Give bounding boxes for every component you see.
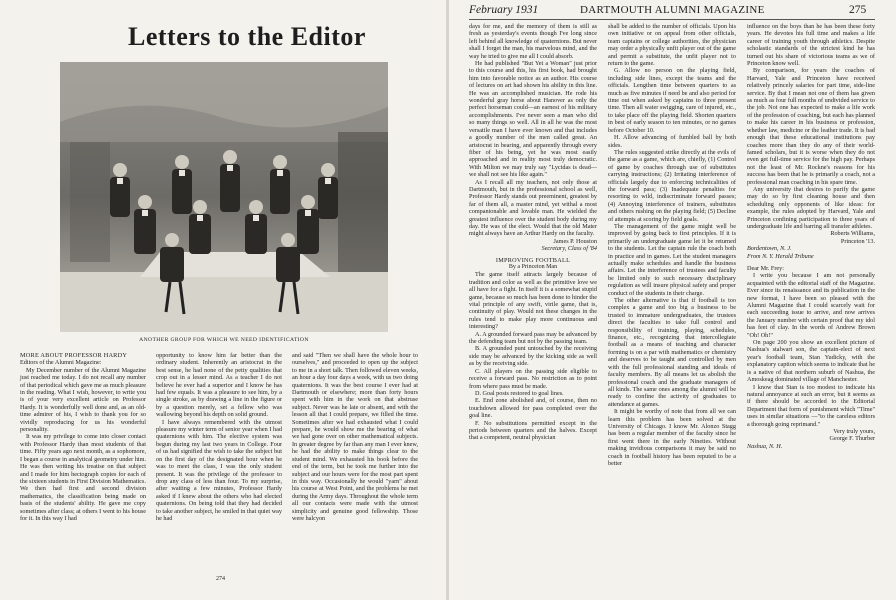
- article-column-5: [608, 23, 736, 467]
- paragraph: By comparison, for years the coaches of Harvard, Yale and Princeton have received relatively princely salaries for part time, side-line service. By that I mean not one of them has given as much as four full months of undivided service to the job. Not one has expected to make a life work of the profession of coaching, but each has planned to make his career in his business or profession, whether law, medicine or the leather trade. It is bad enough that these educational institutions pay coaches more than they do any of their world-famed scholars, but it is worse when they do not even get full-time service for the high pay. Perhaps not the least of Mr. Rockne's reasons for his success has been that he is primarily a coach, not a professional man coaching in his spare time.: [747, 67, 875, 186]
- paragraph: It might be worthy of note that from all we can learn this problem has been solved at the University of Chicago. I know Mr. Alonzo Stagg has been a regular member of the faculty since he first went there in the early Nineties. Without making invidious comparisons it may be said no coach in football history has been reputed to be a better: [608, 408, 736, 467]
- paragraph: B. A grounded punt untouched by the receiving side may be advanced by the kicking side as well as by the receiving side.: [469, 345, 597, 368]
- paragraph: I write you because I am not personally acquainted with the editorial staff of the Magazine. Ever since its renaissance and its publication in the new format, I have been so pleased with the Alumni Magazine that I could scarcely wait for each succeeding issue to arrive, and now arrives the January number with certain proof that my idol has feet of clay. In the words of Andrew Brown "Oh! Oh!": [747, 272, 875, 339]
- signature-line: James P. Houston: [553, 237, 597, 245]
- paragraph: G. Allow no person on the playing field, including side lines, except the teams and the officials. Lengthen time between quarters to as much as five minutes if need be and also period for time out when asked by captains to three present time. Then all water swigging, care of injured, etc., to take place off the playing field. Shorten quarters in best of early season to ten minutes, or no games before October 10.: [608, 67, 736, 134]
- signature-line: Secretary, Class of '84: [541, 245, 597, 253]
- photo-caption: ANOTHER GROUP FOR WHICH WE NEED IDENTIFICATION: [139, 337, 309, 343]
- section-heading: MORE ABOUT PROFESSOR HARDY: [20, 352, 128, 359]
- paragraph: A. A grounded forward pass may be advanced by the defending team but not by the passing team.: [469, 330, 597, 346]
- paragraph: He had published "But Yet a Woman" just prior to this course and this, his first book, had brought him into favorable notice as an author. His course of lectures on art had shown his ability in this line. He was an accomplished musician. He rode his wonderful gray horse about Hanover as only the perfect horseman could—an earnest of his military accomplishments. I've never seen a man who did so many things so well. All in all he was the most versatile man I have ever known and that includes a goodly number of the men called great. An aristocrat in bearing, and apparently through every fiber of his being, yet he was most easily approached and in reality most truly democratic. With Milton we may truly say "Lycidas is dead—we shall not see his like again.": [469, 60, 597, 179]
- paragraph: My December number of the Alumni Magazine just reached me today. I do not recall any number of that periodical which gave me as much pleasure in the reading. What I wish, however, to write you is of your very excellent article on Professor Hardy. It is wonderfully well done and, as an old-time admirer of his, I wish to thank you for so vividly reproducing for us his wonderful personality.: [20, 366, 146, 434]
- paragraph: It was my privilege to come into closer contact with Professor Hardy than most students of that time. Fifty years ago next month, as a sophomore, I began a course in analytical geometry under him. He was then writing his treatise on that subject and I made for him hectograph copies for each of the sixteen students in First Division Mathematics. We then had first and second division mathematics, the classification being made on basis of the students' ability. He gave me copy sometimes after class; at others I went to his house for it. In this way I had: [20, 433, 146, 522]
- section-heading: IMPROVING FOOTBALL: [495, 256, 571, 264]
- paragraph: C. All players on the passing side eligible to receive a forward pass. No restriction as to point from where pass must be made.: [469, 367, 597, 390]
- paragraph: By a Princeton Man: [508, 264, 558, 270]
- paragraph: Bordentown, N. J.: [747, 245, 792, 253]
- article-column-1: [20, 352, 146, 522]
- right-page: [449, 0, 896, 600]
- paragraph: Dear Mr. Frey:: [747, 265, 784, 272]
- article-column-3: [292, 352, 418, 522]
- running-title: DARTMOUTH ALUMNI MAGAZINE: [580, 4, 765, 16]
- paragraph: The rules suggested strike directly at the evils of the game as a game, which are, chiefly, (1) Control of game by coaches through use of substitutes carrying instructions; (2) Irritating interference of officials largely due to enforcing technicalities of the forward pass; (3) Inadequate penalties for resorting to wild, indiscriminate forward passes; (4) Annoying interference of trainers, substitutes and others rushing on the playing field; (5) Decline of attempts at scoring by field goals.: [608, 148, 736, 223]
- paragraph: E. End zone abolished and, of course, then no touchdown allowed for pass completed over the goal line.: [469, 397, 597, 420]
- article-column-2: [156, 352, 282, 522]
- group-photo: [60, 62, 388, 332]
- paragraph: H. Allow advancing of fumbled ball by both sides.: [608, 134, 736, 149]
- left-page: [0, 0, 447, 600]
- paragraph: On page 200 you show an excellent picture of Nashua's stalwart son, the captain-elect of next year's football team, Stan Yudicky, with the explanatory caption which seems to indicate that he is a native of that northern suburb of Nashua, the Amoskeag dominated village of Manchester.: [747, 339, 876, 384]
- paragraph: and said "Then we shall have the whole hour to ourselves," and proceeded to open up the subject to me in a short talk. Then followed eleven weeks, an hour a day four days a week, with us two doing quaternions. It was the best course I ever had at Dartmouth or elsewhere; more than forty hours spent with him in the work on that abstruse subject. Never was he late or absent, and with the lesson all that I could prepare, we filled the time. Sometimes after we had exhausted what I could prepare, he would show me the bearing of what we had gone over on other mathematical subjects. In greater degree by far than any man I ever knew, he had the ability to make things clear to the student mind. We exhausted his book before the end of the term, but he took me further into the subject and our hours were for the most part spent in this way. Occasionally he would "yarn" about his course at West Point, and the problems he met during the Army days. Throughout the whole term all our contacts were made with the utmost simplicity and genuine good fellowship. Those were halcyon: [292, 352, 418, 522]
- paragraph: shall be added to the number of officials. Upon his own initiative or on appeal from other officials, team captains or college authorities, the physician may order a physically unfit player out of the game and permit a substitute, the unfit player not to return to the game.: [608, 23, 736, 68]
- paragraph: As I recall all my teachers, not only those at Dartmouth, but in the professional school as well, Professor Hardy stands out preeminent, greatest by far of them all, a master mind, yet withal a most companionable and lovable man. He wielded the greatest influence over the student body during my day. He was of the elect. Would that the old Mater might always have an Arthur Hardy on the faculty.: [469, 178, 597, 238]
- header-rule: [469, 19, 875, 20]
- paragraph: From N. Y. Herald Tribune: [747, 252, 814, 260]
- paragraph: opportunity to know him far better than the ordinary student. Inherently an aristocrat in the best sense, he had none of the petty qualities that crop out in a lesser mind. As a teacher I do not believe he ever had a superior and I know he has had few equals. It was a pleasure to see him, by a single stroke, as by drawing a line in the figure or by a question merely, set a fellow who was wallowing beyond his depth on solid ground.: [156, 352, 282, 419]
- paragraph: The other alternative is that if football is too complex a game and too big a business to be trusted to immature undergraduates, the trustees direct the faculties to take full control and responsibility of training, playing, schedules, finance, etc., recognizing that intercollegiate football as a means of teaching and character forming is on a par with mathematics or chemistry and deserves to be taught and controlled by men with the full professional standing and ideals of faculty members. By all means let us abolish the professional coach and the graduate managers of all kinds. The same ones among the alumni will be ready to confine the activity of graduates to attendance at games.: [608, 297, 736, 408]
- paragraph: Any university that desires to purify the game may do so by first cleaning house and then scheduling only opponents of like ideas: for example, the rules adopted by Harvard, Yale and Princeton confining participation to three years of undergraduate life and barring all transfer athletes.: [747, 185, 875, 230]
- paragraph: influence on the boys than he has been these forty years. He devotes his full time and makes a life career of training youth through athletics. Despite scholastic standards of the strictest kind he has turned out his share of victorious teams as we of Princeton know well.: [747, 23, 875, 68]
- paragraph: I know that Stan is too modest to indicate his natural annoyance at such an error, but it seems as if there should be accorded to the Editorial Department that form of punishment which "Time" uses in similar situations —"to the careless editors a thorough going reprimand.": [747, 383, 875, 428]
- signature-line: Princeton '13.: [840, 237, 875, 245]
- signature-line: Roberts Williams,: [830, 230, 875, 238]
- paragraph: The game itself attracts largely because of tradition and color as well as the primitive love we all have for a fight. In itself it is a somewhat stupid game, because so much has been done to hinder the vital principle of any swift, virile game, that is, continuity of play. Would not these changes in the rules tend to make play more continuous and interesting?: [469, 271, 597, 331]
- signature-line: George F. Thurber: [829, 435, 875, 443]
- photo-illustration: [60, 62, 388, 332]
- running-date: February 1931: [469, 4, 539, 16]
- paragraph: I have always remembered with the utmost pleasure my winter term of senior year when I had quaternions with him. The elective system was begun during my last two years in College. Four of us had signified the wish to take the subject but on the first day of the designated hour when he was to meet the class, I was the only student present. It was the privilege of the professor to drop any class of less than four. To my surprise, after waiting a few minutes, Professor Hardy asked if I knew about the others who had elected quaternions. On being told that they had decided to take another subject, he smiled in that quiet way he had: [156, 418, 282, 522]
- running-page-number: 275: [849, 4, 867, 16]
- page-title: Letters to the Editor: [128, 22, 366, 51]
- article-column-6: [747, 23, 875, 450]
- paragraph: D. Goal posts restored to goal lines.: [475, 389, 564, 397]
- paragraph: days for me, and the memory of them is still as fresh as yesterday's events though I've long since left behind all knowledge of quaternions. But never shall I forget the man, his marvelous mind, and the way he tried to give me all I could absorb.: [469, 23, 597, 60]
- page-number: 274: [216, 576, 225, 582]
- paragraph: F. No substitutions permitted except in the periods between quarters and the halves. Except that a competent, neutral physician: [469, 419, 597, 442]
- paragraph: Editors of the Alumni Magazine:: [20, 359, 102, 367]
- signature-line: Very truly yours,: [833, 427, 875, 435]
- paragraph: The management of the game might well be improved by going back to first principles. If it is primarily an undergraduate game let it be returned to the students. Let the captain rule the coach both in practice and in games. Let the student managers actually make schedules and handle the business affairs. Let the interference of trustees and faculty be limited only to such necessary disciplinary regulation as will insure physical safety and proper conduct of the students in their charge.: [608, 222, 736, 297]
- paragraph: Nashua, N. H.: [747, 442, 783, 450]
- article-column-4: [469, 23, 597, 442]
